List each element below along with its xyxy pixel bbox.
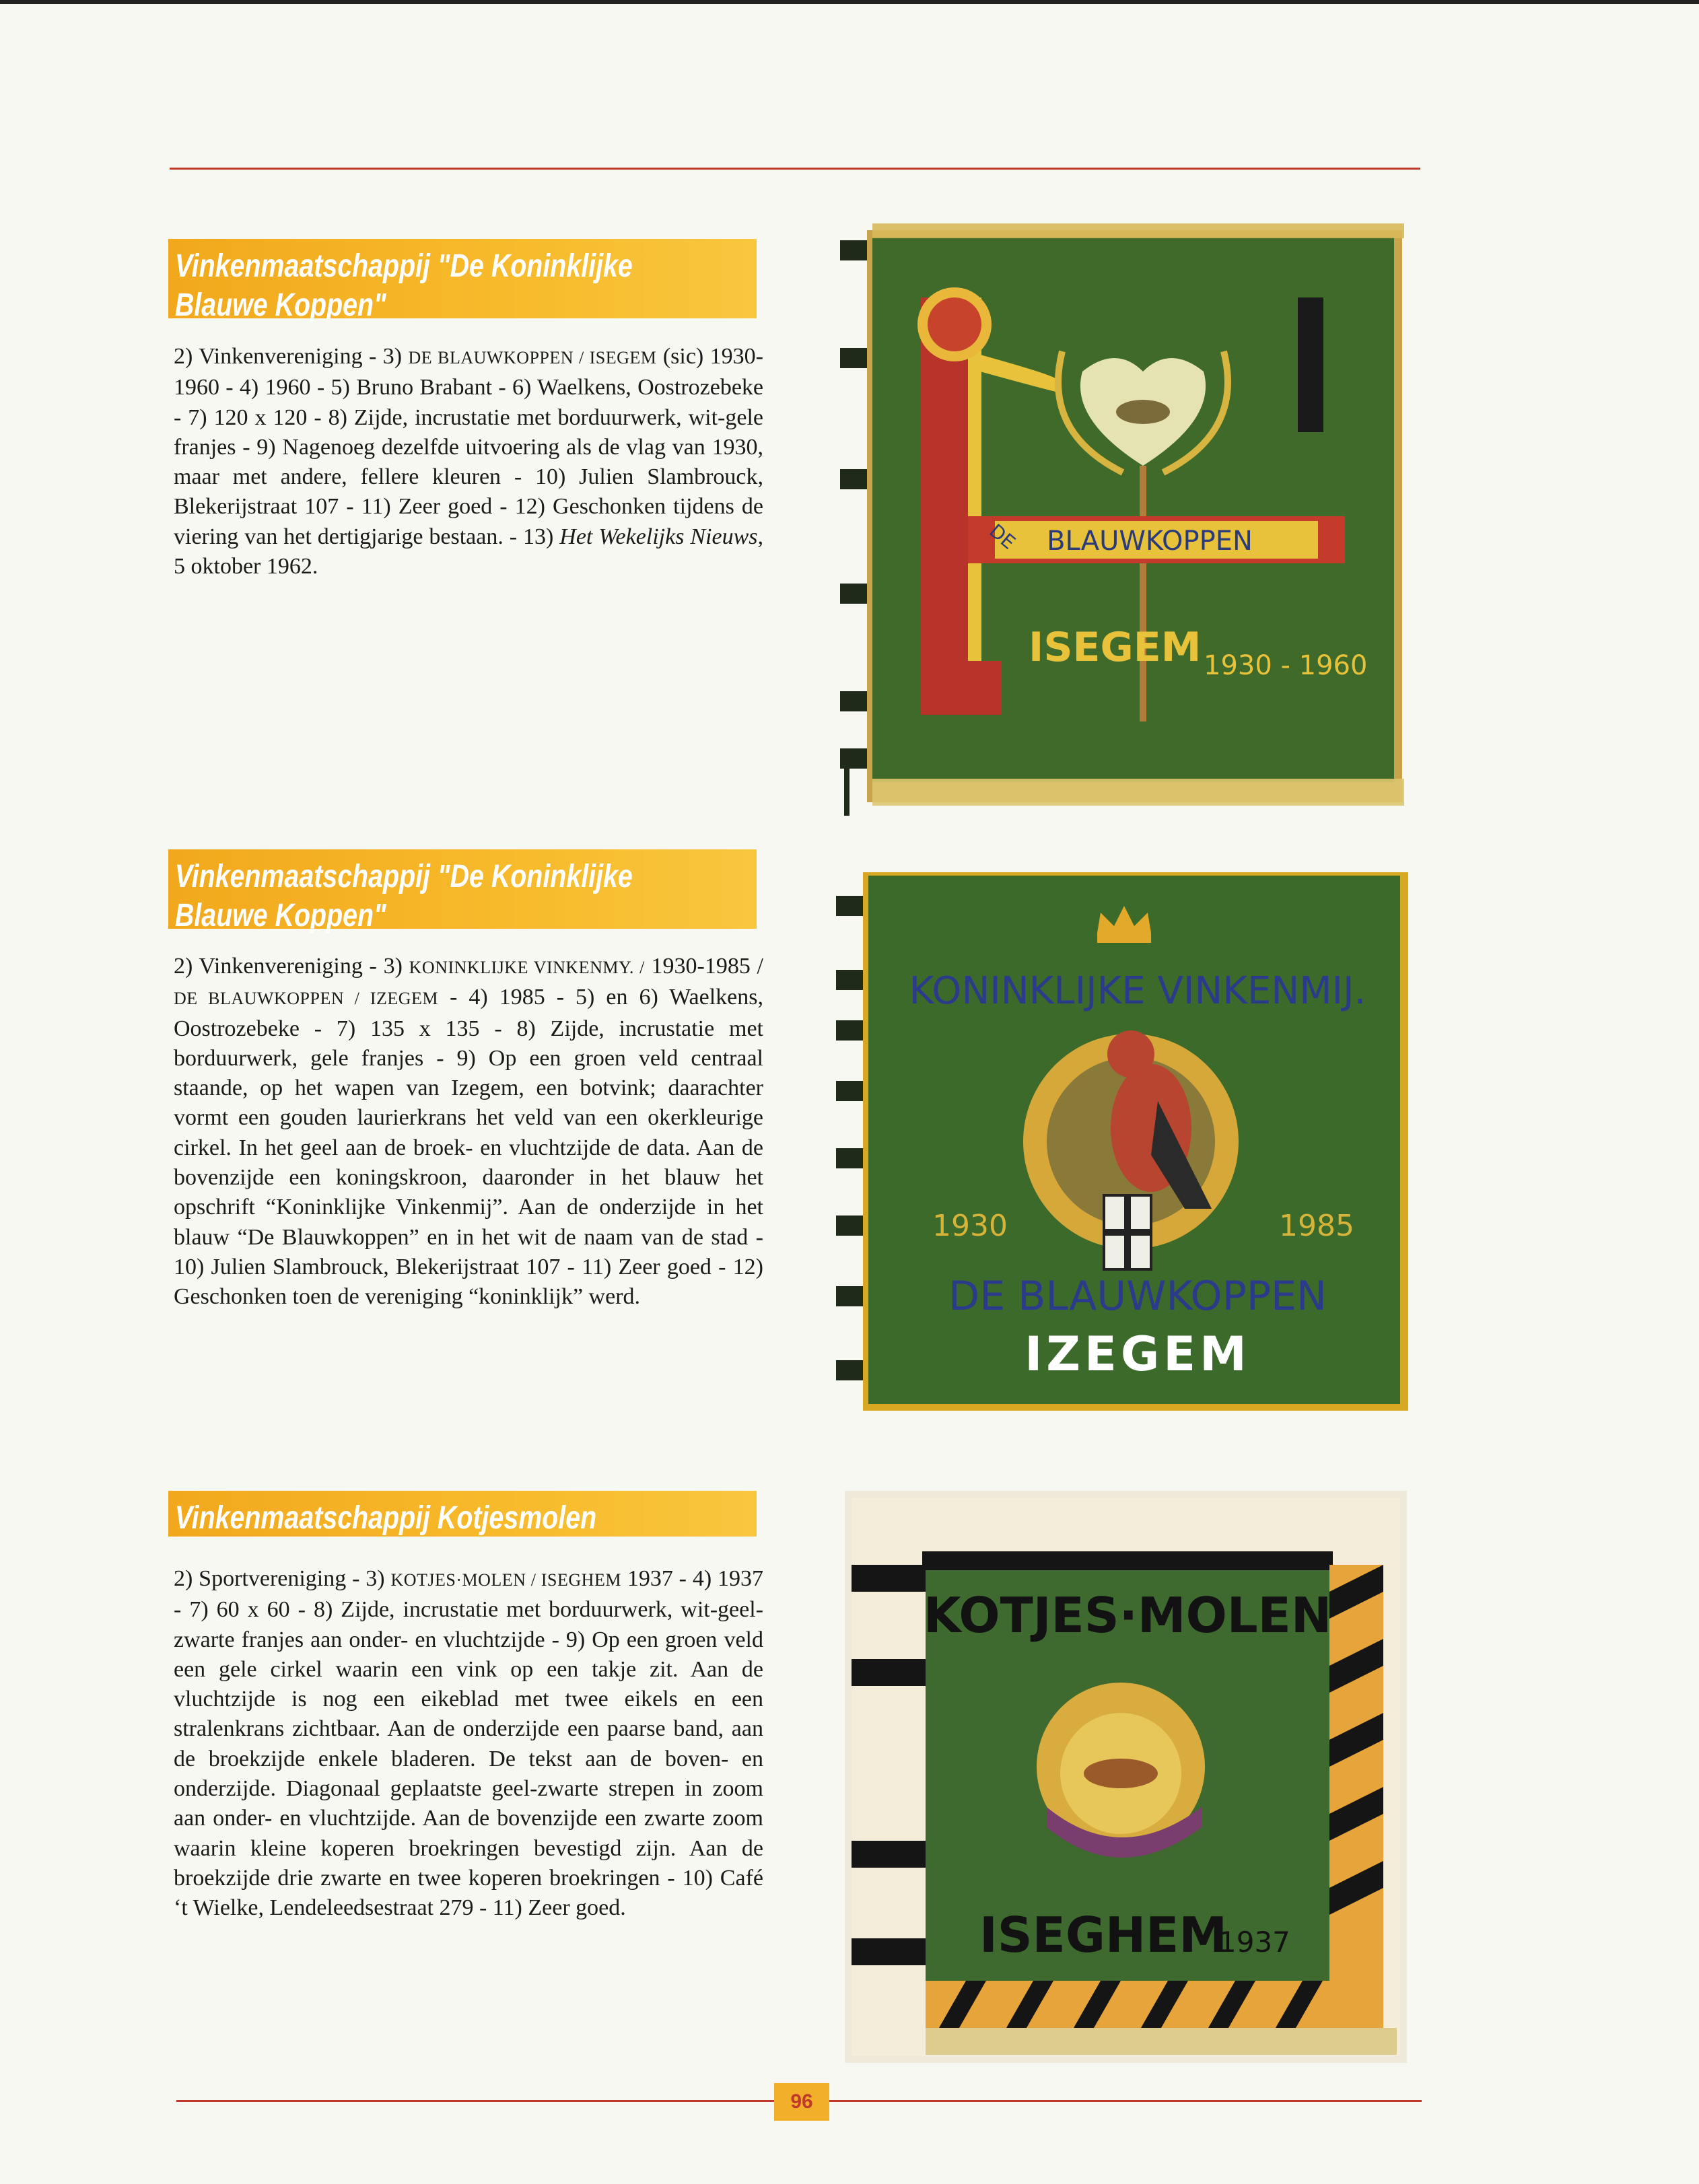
text-part: 2) Vinkenvereniging - 3) bbox=[174, 954, 403, 979]
flag-text-top: KOTJES·MOLEN bbox=[923, 1587, 1332, 1644]
entry-title-band bbox=[168, 1491, 757, 1537]
text-part: (sic) 1930-1960 - 4) 1960 - 5) Bruno Brabant - 6) Waelkens, Oostrozebeke - 7) 120 x 120 - 8) Zijde, incrustatie met borduurwerk, wit-gele franjes - 9) Nagenoeg dezelfde uitvoering als de vlag van 1930, maar met andere, fellere kleuren - 10) Julien Slambrouck, Blekerijstraat 107 - 11) Zeer goed - 12) Geschonken tijdens de viering van het dertigjarige bestaan. - 13) bbox=[174, 344, 764, 549]
flag-text-de: DE bbox=[985, 520, 1020, 554]
page-number: 96 bbox=[774, 2083, 829, 2121]
flag-image-blauwkoppen-1960 bbox=[840, 217, 1412, 816]
flag-text-bottom2: IZEGEM bbox=[1025, 1327, 1251, 1382]
flag-text-bottom: ISEGHEM bbox=[979, 1907, 1228, 1963]
text-part: 1930-1985 / bbox=[651, 954, 763, 979]
flag-text-bottom1: DE BLAUWKOPPEN bbox=[948, 1273, 1327, 1320]
text-part: 2) Vinkenvereniging - 3) bbox=[174, 344, 403, 369]
entry-description bbox=[174, 342, 763, 582]
flag-text-isegem: ISEGEM bbox=[1029, 624, 1202, 671]
entry-title: Vinkenmaatschappij Kotjesmolen bbox=[174, 1500, 597, 1536]
flag-image-kotjesmolen-1937 bbox=[845, 1491, 1407, 2063]
text-part: 1937 - 4) 1937 - 7) 60 x 60 - 8) Zijde, incrustatie met borduurwerk, wit-geel-zwarte franjes aan onder- en vluchtzijde - 9) Op een groen veld een gele cirkel waarin een vink op een takje zit. Aan de vluchtzijde is nog een eikeblad met twee eikels en een stralenkrans zichtbaar. Aan de onderzijde een paarse band, aan de broekzijde enkele bladeren. De tekst aan de boven- en onderzijde. Diagonaal geplaatste geel-zwarte strepen in zoom aan onder- en vluchtzijde. Aan de bovenzijde een zwarte zoom waarin kleine koperen broekringen bevestigd zijn. Aan de broekzijde drie zwarte en twee koperen broekringen - 10) Café ‘t Wielke, Lendeleedsestraat 279 - 11) Zeer goed. bbox=[174, 1566, 764, 1921]
entry-title: Vinkenmaatschappij "De Koninklijke Blauwe Koppen" bbox=[174, 859, 633, 934]
top-border bbox=[0, 0, 1699, 4]
entry-title-band bbox=[168, 239, 757, 323]
flag-text-blauwkoppen: BLAUWKOPPEN bbox=[1047, 526, 1253, 557]
entry-title: Vinkenmaatschappij "De Koninklijke Blauwe Koppen" bbox=[174, 248, 633, 323]
flag-text-year: 1937 bbox=[1218, 1926, 1290, 1959]
flag-text-right-year: 1985 bbox=[1279, 1209, 1354, 1243]
bottom-rule-right bbox=[829, 2100, 1422, 2102]
text-smallcaps: DE BLAUWKOPPEN / ISEGEM bbox=[408, 348, 657, 367]
text-part: - 4) 1985 - 5) en 6) Waelkens, Oostrozebeke - 7) 135 x 135 - 8) Zijde, incrustatie met borduurwerk, gele franjes - 9) Op een groen veld centraal staande, op het wapen van Izegem, een botvink; daarachter vormt een gouden laurierkrans het veld van een okerkleurige cirkel. In het geel aan de broek- en vluchtzijde de data. Aan de bovenzijde een koningskroon, daaronder in het blauw het opschrift “Koninklijke Vinkenmij”. Aan de onderzijde in het blauw “De Blauwkoppen” en in het wit de naam van de stad - 10) Julien Slambrouck, Blekerijstraat 107 - 11) Zeer goed - 12) Geschonken toen de vereniging “koninklijk” werd. bbox=[174, 985, 764, 1310]
entry-description bbox=[174, 1564, 763, 1924]
entry-description bbox=[174, 952, 763, 1312]
flag-image-koninklijke-vinkenmij-1985 bbox=[835, 859, 1414, 1419]
flag-text-years: 1930 - 1960 bbox=[1204, 650, 1368, 681]
text-smallcaps: KONINKLIJKE VINKENMY. / bbox=[409, 958, 645, 977]
entry-title-band bbox=[168, 849, 757, 934]
top-rule bbox=[170, 168, 1420, 170]
flag-text-top: KONINKLIJKE VINKENMIJ. bbox=[909, 969, 1366, 1013]
text-italic: Het Wekelijks Nieuws, bbox=[559, 524, 763, 549]
text-part: 2) Sportvereniging - 3) bbox=[174, 1566, 385, 1591]
text-smallcaps: KOTJES·MOLEN / ISEGHEM bbox=[390, 1570, 621, 1590]
text-part: 5 oktober 1962. bbox=[174, 554, 318, 579]
bottom-rule-left bbox=[176, 2100, 774, 2102]
text-smallcaps: DE BLAUWKOPPEN / IZEGEM bbox=[174, 989, 439, 1009]
flag-text-left-year: 1930 bbox=[932, 1209, 1008, 1243]
